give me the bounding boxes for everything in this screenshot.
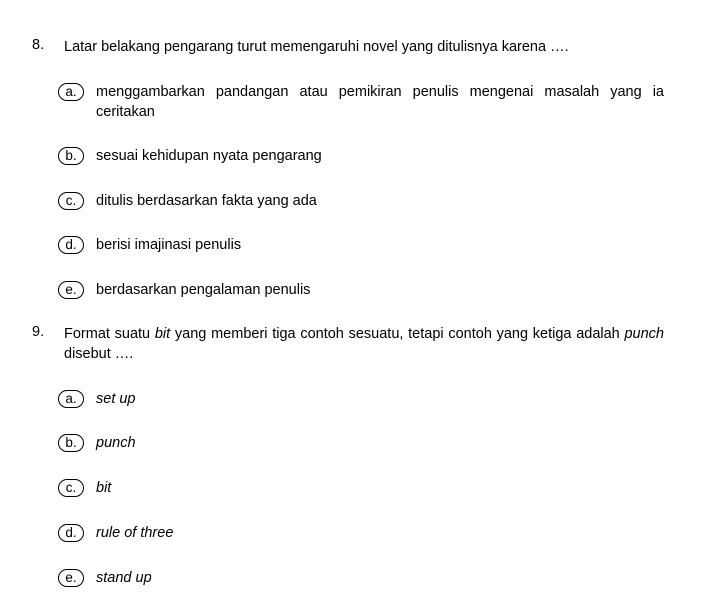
option-text: bit (96, 480, 112, 496)
option-text: ditulis berdasarkan fakta yang ada (96, 193, 317, 209)
option-text: set up (96, 391, 136, 407)
option-text: menggambarkan pandangan atau pemikiran penulis mengenai masalah yang ia ceritakan (96, 84, 664, 120)
option-label-badge: d. (58, 524, 84, 542)
option-text: punch (96, 435, 136, 451)
option-text: berisi imajinasi penulis (96, 237, 242, 253)
option-label-badge: a. (58, 390, 84, 408)
option-label-badge: b. (58, 434, 84, 452)
question-number: 9. (32, 324, 45, 340)
question-number: 8. (32, 37, 45, 53)
question-text: Latar belakang pengarang turut memengaruhi novel yang ditulisnya karena …. (64, 39, 569, 55)
option-text: sesuai kehidupan nyata pengarang (96, 148, 322, 164)
option-label-badge: d. (58, 236, 84, 254)
option-label-badge: a. (58, 83, 84, 101)
question-text-part: yang memberi tiga contoh sesuatu, tetapi contoh yang ketiga adalah (170, 326, 625, 342)
question-text (64, 324, 664, 364)
option-label-badge: c. (58, 479, 84, 497)
question-term-punch: punch (624, 326, 664, 342)
question-term-bit: bit (154, 326, 171, 342)
option-text: stand up (96, 570, 152, 586)
option-label-badge: b. (58, 147, 84, 165)
option-label-badge: e. (58, 569, 84, 587)
question-text-part: Format suatu (64, 326, 155, 342)
option-label-badge: e. (58, 281, 84, 299)
option-text: rule of three (96, 525, 174, 541)
option-label-badge: c. (58, 192, 84, 210)
option-text: berdasarkan pengalaman penulis (96, 282, 311, 298)
question-text-part: disebut …. (64, 346, 134, 362)
